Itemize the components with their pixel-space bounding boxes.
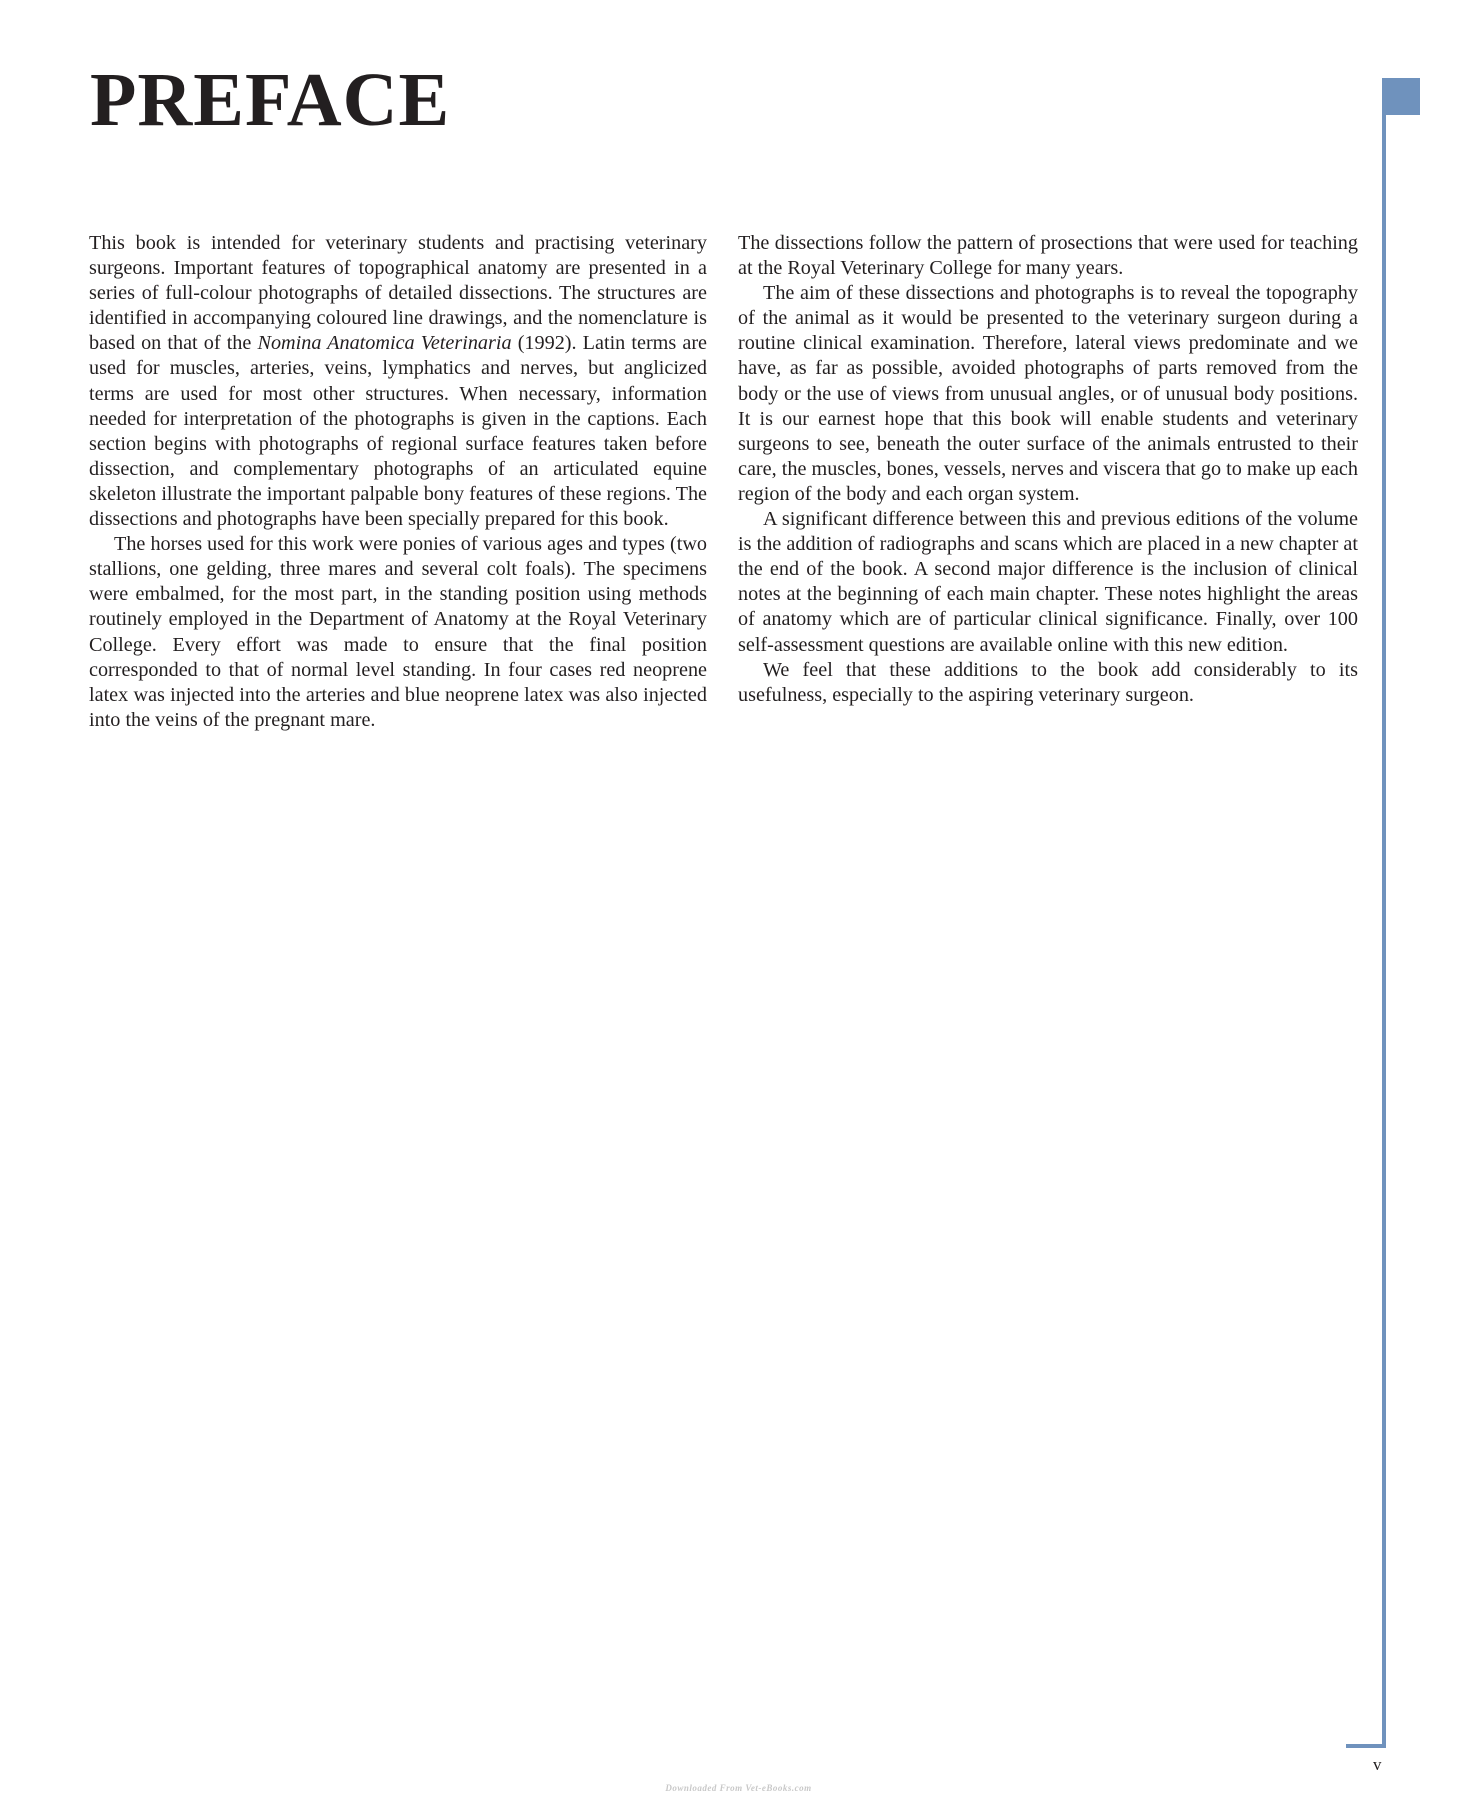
italic-term: Nomina Anatomica Veterinaria [257,332,512,355]
preface-right-column [738,231,1358,708]
preface-paragraph: The horses used for this work were ponies of various ages and types (two stallions, one gelding, three mares and several colt foals). The specimens were embalmed, for the most part, in the standing position using methods routinely employed in the Department of Anatomy at the Royal Veterinary College. Every effort was made to ensure that the final position corresponded to that of normal level standing. In four cases red neoprene latex was injected into the arteries and blue neoprene latex was also injected into the veins of the pregnant mare. [89,533,707,731]
footer-rule [1346,1744,1386,1748]
preface-paragraph: The aim of these dissections and photographs is to reveal the topography of the animal as it would be presented to the veterinary surgeon during a routine clinical examination. Therefore, lateral views predominate and we have, as far as possible, avoided photographs of parts removed from the body or the use of views from unusual angles, or of unusual body positions. It is our earnest hope that this book will enable students and veterinary surgeons to see, beneath the outer surface of the animals entrusted to their care, the muscles, bones, vessels, nerves and viscera that go to make up each region of the body and each organ system. [738,282,1358,505]
preface-paragraph: We feel that these additions to the book add considerably to its usefulness, especially to the aspiring veterinary surgeon. [738,658,1358,706]
preface-paragraph: A significant difference between this and previous editions of the volume is the addition of radiographs and scans which are placed in a new chapter at the end of the book. A second major difference is the inclusion of clinical notes at the beginning of each main chapter. These notes highlight the areas of anatomy which are of particular clinical significance. Finally, over 100 self-assessment questions are available online with this new edition. [738,508,1358,656]
preface-paragraph: The dissections follow the pattern of prosections that were used for teaching at the Royal Veterinary College for many years. [738,232,1358,280]
preface-paragraph [89,231,707,532]
chapter-tab-marker [1384,78,1420,115]
paragraph-text: This book is intended for veterinary students and practising veterinary surgeons. Important features of topographical anatomy are presented in a series of full-colour photographs of detailed dissections. The structures are identified in accompanying coloured line drawings, and the nomenclature is based on that of the [89,232,707,355]
preface-left-column [89,231,707,733]
page-number: v [1373,1755,1382,1774]
page-title: PREFACE [90,58,451,142]
download-watermark: Downloaded From Vet-eBooks.com [665,1783,812,1793]
margin-rule [1382,78,1386,1748]
paragraph-text: (1992). Latin terms are used for muscles, arteries, veins, lymphatics and nerves, but anglicized terms are used for most other structures. When necessary, information needed for interpretation of the photographs is given in the captions. Each section begins with photographs of regional surface features taken before dissection, and complementary photographs of an articulated equine skeleton illustrate the important palpable bony features of these regions. The dissections and photographs have been specially prepared for this book. [89,332,707,531]
